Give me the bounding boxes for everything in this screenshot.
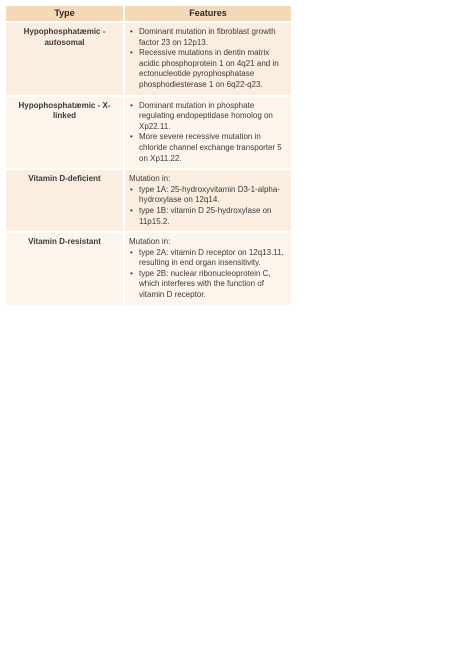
header-row [6, 6, 291, 21]
header-features: Features [125, 6, 291, 21]
table-row [6, 168, 291, 231]
row-type-vitd-deficient: Vitamin D-deficient [6, 168, 125, 231]
features-intro: Mutation in: [129, 174, 171, 184]
table-body [6, 21, 291, 305]
feature-item: • Recessive mutations in dentin matrix acidic phosphoprotein 1 on 4q21 and in ectonucleotide pyrophosphatase phosphodiesterase 1 on 6q22-q23. [129, 48, 288, 90]
header-type: Type [6, 6, 125, 21]
table-header [6, 6, 291, 21]
table-row [6, 21, 291, 95]
feature-item: • type 2A: vitamin D receptor on 12q13.11, resulting in end organ insensitivity. [129, 248, 288, 269]
feature-item: • More severe recessive mutation in chloride channel exchange transporter 5 on Xp11.22. [129, 132, 288, 164]
row-type-vitd-resistant: Vitamin D-resistant [6, 231, 125, 305]
feature-item: • type 1A: 25-hydroxyvitamin D3-1-alpha-hydroxylase on 12q14. [129, 185, 288, 206]
features-list [129, 27, 288, 91]
row-features-vitd-resistant [125, 231, 291, 305]
table-row [6, 231, 291, 305]
feature-item: • Dominant mutation in fibroblast growth factor 23 on 12p13. [129, 27, 288, 48]
row-features-autosomal [125, 21, 291, 95]
features-list [129, 185, 288, 227]
feature-item: • type 2B: nuclear ribonucleoprotein C, which interferes with the function of vitamin D receptor. [129, 269, 288, 301]
row-type-x-linked: Hypophosphatæmic - X-linked [6, 95, 125, 169]
features-list [129, 248, 288, 301]
feature-item: • Dominant mutation in phosphate regulating endopeptidase homolog on Xp22.11. [129, 101, 288, 133]
rickets-types-table-container [6, 6, 291, 305]
features-intro: Mutation in: [129, 237, 171, 247]
row-features-vitd-deficient [125, 168, 291, 231]
row-features-x-linked [125, 95, 291, 169]
feature-item: • type 1B: vitamin D 25-hydroxylase on 11p15.2. [129, 206, 288, 227]
features-list [129, 101, 288, 165]
rickets-types-table [6, 6, 291, 305]
table-row [6, 95, 291, 169]
row-type-autosomal: Hypophosphatæmic - autosomal [6, 21, 125, 95]
